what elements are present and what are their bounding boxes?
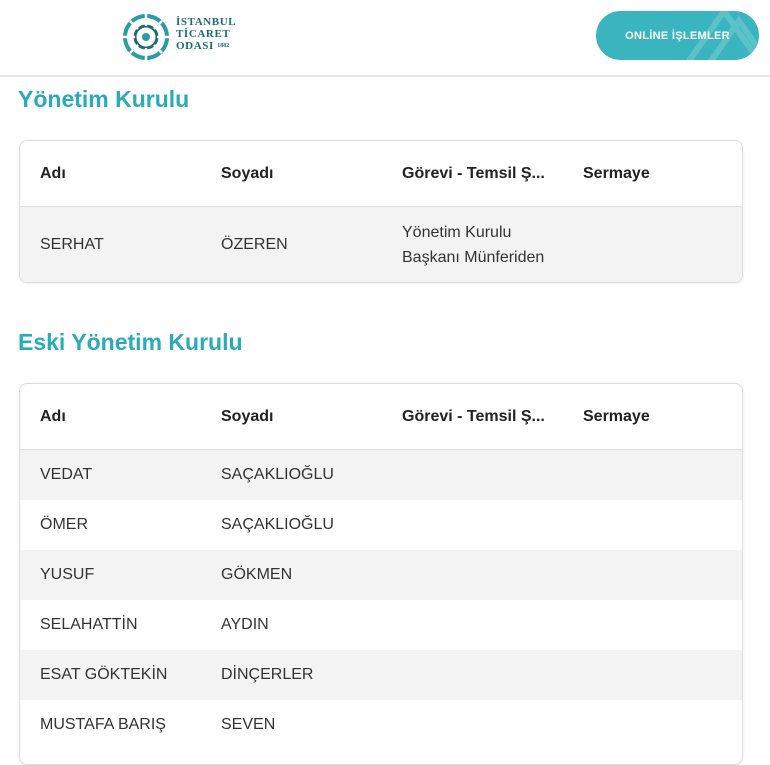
former-board-table-header [20,384,742,450]
former-board-section-title: Eski Yönetim Kurulu [18,329,243,355]
former-board-table [19,383,743,765]
online-services-label: ONLİNE İŞLEMLER [625,29,730,42]
cell-role-line-1: Yönetim Kurulu [402,223,512,241]
cell-surname: DİNÇERLER [221,666,314,683]
cell-surname: AYDIN [221,616,269,633]
cell-surname: SAÇAKLIOĞLU [221,466,334,483]
board-table-header [20,141,742,207]
site-header [0,0,770,77]
table-row[interactable] [20,600,742,650]
cell-name: SELAHATTİN [40,616,138,633]
cell-name: MUSTAFA BARIŞ [40,716,166,733]
column-header-surname[interactable]: Soyadı [221,407,274,425]
online-services-button[interactable] [596,11,759,60]
ito-emblem-icon [118,9,174,65]
column-header-capital[interactable]: Sermaye [583,164,650,182]
column-header-capital[interactable]: Sermaye [583,407,650,425]
logo-wordmark [176,16,236,52]
cell-name: SERHAT [40,235,104,253]
logo-line-3-text: ODASI [176,40,214,52]
column-header-name[interactable]: Adı [40,164,66,182]
cell-surname: SEVEN [221,716,276,733]
ito-logo[interactable] [118,9,248,65]
cell-name: YUSUF [40,566,95,583]
cell-name: ÖMER [40,516,88,533]
logo-line-2: TİCARET [176,28,231,40]
table-row[interactable] [20,650,742,700]
board-table [19,140,743,283]
table-row[interactable] [20,207,742,282]
table-row[interactable] [20,500,742,550]
cell-surname: SAÇAKLIOĞLU [221,516,334,533]
column-header-role[interactable]: Görevi - Temsil Ş... [402,407,545,425]
board-section-title: Yönetim Kurulu [18,86,190,112]
logo-line-3 [176,40,236,52]
table-row[interactable] [20,450,742,500]
logo-year: 1882 [217,43,230,49]
column-header-surname[interactable]: Soyadı [221,164,274,182]
column-header-role[interactable]: Görevi - Temsil Ş... [402,164,545,182]
cell-surname: ÖZEREN [221,235,288,253]
cell-surname: GÖKMEN [221,566,293,583]
table-row[interactable] [20,700,742,750]
table-row[interactable] [20,550,742,600]
logo-line-1: İSTANBUL [176,16,237,28]
column-header-name[interactable]: Adı [40,407,66,425]
cell-role-line-2: Başkanı Münferiden [402,248,545,266]
cell-name: VEDAT [40,466,93,483]
cell-name: ESAT GÖKTEKİN [40,666,168,683]
cell-role [382,220,563,270]
